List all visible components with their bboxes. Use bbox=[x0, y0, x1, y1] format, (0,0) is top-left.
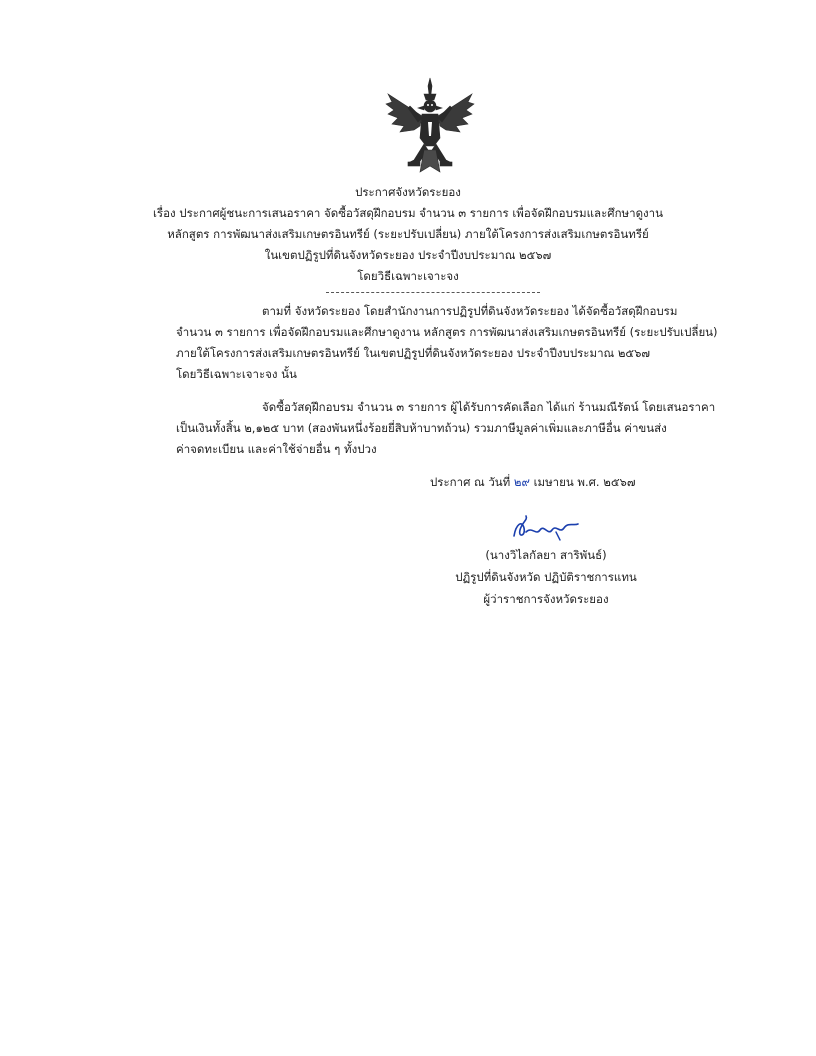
issuer-title: ประกาศจังหวัดระยอง bbox=[355, 185, 461, 199]
paragraph-line: เป็นเงินทั้งสิ้น ๒,๑๒๕ บาท (สองพันหนึ่งร้อยยี่สิบห้าบาทถ้วน) รวมภาษีมูลค่าเพิ่มและภาษีอื่น ค่าขนส่ง bbox=[176, 421, 667, 435]
paragraph-line: ตามที่ จังหวัดระยอง โดยสำนักงานการปฏิรูปที่ดินจังหวัดระยอง ได้จัดซื้อวัสดุฝึกอบรม bbox=[262, 304, 678, 318]
signatory-name: (นางวิไลกัลยา สาริพันธ์) bbox=[485, 548, 607, 562]
divider bbox=[326, 292, 540, 293]
paragraph-line: จัดซื้อวัสดุฝึกอบรม จำนวน ๓ รายการ ผู้ได้รับการคัดเลือก ได้แก่ ร้านมณีรัตน์ โดยเสนอราคา bbox=[262, 400, 716, 414]
subject-line: หลักสูตร การพัฒนาส่งเสริมเกษตรอินทรีย์ (ระยะปรับเปลี่ยน) ภายใต้โครงการส่งเสริมเกษตรอินทรีย์ bbox=[167, 227, 649, 241]
subject-line: ในเขตปฏิรูปที่ดินจังหวัดระยอง ประจำปีงบประมาณ ๒๕๖๗ bbox=[264, 248, 552, 262]
subject-line: โดยวิธีเฉพาะเจาะจง bbox=[357, 269, 459, 283]
signatory-office: ผู้ว่าราชการจังหวัดระยอง bbox=[483, 592, 609, 606]
paragraph-line: ค่าจดทะเบียน และค่าใช้จ่ายอื่น ๆ ทั้งปวง bbox=[176, 442, 377, 456]
date-suffix: เมษายน พ.ศ. ๒๕๖๗ bbox=[533, 475, 636, 489]
paragraph-line: จำนวน ๓ รายการ เพื่อจัดฝึกอบรมและศึกษาดูงาน หลักสูตร การพัฒนาส่งเสริมเกษตรอินทรีย์ (ระยะปรับเปลี่ยน) bbox=[176, 325, 718, 339]
handwritten-signature bbox=[508, 514, 582, 542]
subject-line: เรื่อง ประกาศผู้ชนะการเสนอราคา จัดซื้อวัสดุฝึกอบรม จำนวน ๓ รายการ เพื่อจัดฝึกอบรมและศึกษาดูงาน bbox=[153, 206, 663, 220]
date-prefix: ประกาศ ณ วันที่ bbox=[430, 475, 511, 489]
garuda-emblem-icon bbox=[384, 76, 476, 176]
signatory-position: ปฏิรูปที่ดินจังหวัด ปฏิบัติราชการแทน bbox=[455, 570, 637, 584]
paragraph-line: ภายใต้โครงการส่งเสริมเกษตรอินทรีย์ ในเขตปฏิรูปที่ดินจังหวัดระยอง ประจำปีงบประมาณ ๒๕๖๗ bbox=[176, 346, 651, 360]
paragraph-line: โดยวิธีเฉพาะเจาะจง นั้น bbox=[176, 367, 297, 381]
date-day: ๒๙ bbox=[513, 475, 530, 489]
announcement-date bbox=[430, 474, 635, 490]
